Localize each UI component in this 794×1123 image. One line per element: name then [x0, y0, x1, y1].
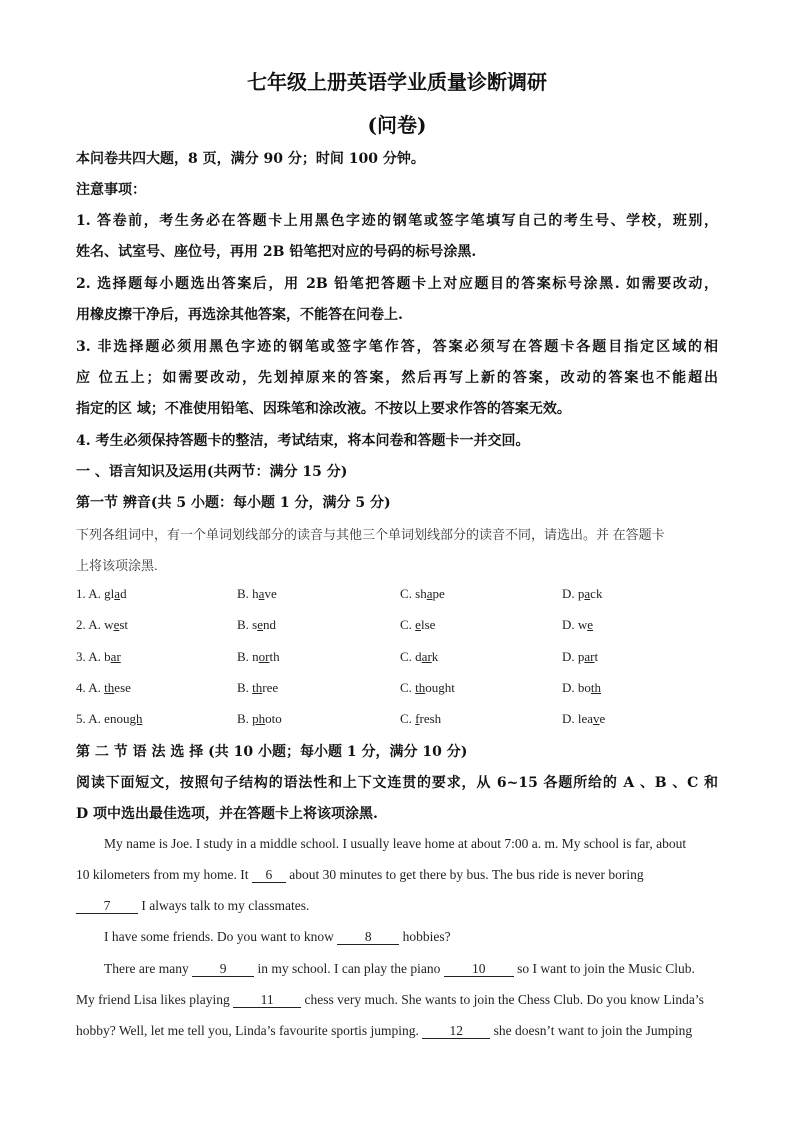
answer-option[interactable]: [76, 649, 121, 665]
underlined-letters: a: [426, 586, 433, 601]
option-label: D.: [562, 711, 575, 726]
word-part: enou: [104, 711, 130, 726]
section-instructions: 下列各组词中，有一个单词划线部分的读音与其他三个单词划线部分的读音不同，请选出。并 在答题卡: [76, 527, 665, 542]
word-part: p: [577, 649, 585, 664]
underlined-letters: a: [584, 586, 591, 601]
word-part: h: [252, 586, 259, 601]
underlined-letters: th: [590, 680, 602, 695]
word-part: k: [431, 649, 439, 664]
section-heading: 第一节 辨音(共 5 小题：每小题 1 分，满分 5 分): [76, 495, 391, 511]
word-part: ese: [114, 680, 131, 695]
word-part: w: [577, 617, 588, 632]
word-part: d: [120, 586, 127, 601]
option-label: C.: [400, 586, 412, 601]
notice-line: 指定的区 域；不准使用铅笔、因珠笔和涂改液。不按以上要求作答的答案无效。: [76, 401, 571, 417]
notice-heading: 注意事项：: [76, 182, 146, 198]
word-part: d: [415, 649, 422, 664]
notice-line: 2. 选择题每小题选出答案后，用 2B 铅笔把答题卡上对应题目的答案标号涂黑. 如需要改动，: [76, 276, 718, 292]
underlined-letters: th: [104, 680, 115, 695]
word-part: nd: [263, 617, 277, 632]
section-heading: 第 二 节 语 法 选 择 (共 10 小题；每小题 1 分，满分 10 分): [76, 744, 468, 760]
word-part: gl: [104, 586, 115, 601]
answer-option[interactable]: [76, 617, 128, 633]
word-part: ree: [262, 680, 279, 695]
word-part: oto: [265, 711, 282, 726]
option-label: D.: [562, 617, 575, 632]
underlined-letters: ar: [584, 649, 595, 664]
answer-blank[interactable]: 6: [252, 868, 286, 883]
option-label: B.: [237, 711, 249, 726]
underlined-letters: a: [258, 586, 265, 601]
underlined-letters: e: [415, 617, 421, 632]
option-label: B.: [237, 649, 249, 664]
notice-line: 用橡皮擦干净后，再选涂其他答案，不能答在问卷上.: [76, 307, 403, 323]
word-part: p: [577, 586, 585, 601]
option-label: B.: [237, 586, 249, 601]
word-part: ve: [264, 586, 277, 601]
section-instructions: 上将该项涂黑.: [76, 558, 158, 573]
underlined-letters: ph: [252, 711, 266, 726]
question-number: 2. A.: [76, 617, 101, 632]
option-label: D.: [562, 586, 575, 601]
option-label: C.: [400, 617, 412, 632]
word-part: s: [252, 617, 258, 632]
word-part: lse: [420, 617, 436, 632]
word-part: ought: [425, 680, 455, 695]
answer-option[interactable]: [562, 617, 593, 633]
word-part: n: [252, 649, 259, 664]
passage-line: 7 I always talk to my classmates.: [76, 898, 309, 914]
answer-option[interactable]: [76, 711, 142, 727]
word-part: th: [269, 649, 280, 664]
answer-option[interactable]: [237, 649, 280, 665]
exam-intro: 本问卷共四大题，8 页，满分 90 分；时间 100 分钟。: [76, 151, 425, 167]
option-label: B.: [237, 617, 249, 632]
word-part: w: [104, 617, 114, 632]
underlined-letters: ar: [421, 649, 432, 664]
answer-option[interactable]: [237, 617, 276, 633]
part-heading: 一 、语言知识及运用(共两节：满分 15 分): [76, 464, 348, 480]
underlined-letters: v: [593, 711, 600, 726]
underlined-letters: ar: [110, 649, 121, 664]
page-subtitle: (问卷): [367, 113, 427, 137]
answer-option[interactable]: [562, 586, 602, 602]
passage-line: I have some friends. Do you want to know 8 hobbies?: [104, 929, 451, 944]
answer-blank[interactable]: 12: [422, 1024, 490, 1039]
page-title: 七年级上册英语学业质量诊断调研: [247, 70, 547, 94]
word-part: st: [119, 617, 129, 632]
word-part: ck: [590, 586, 603, 601]
notice-line: 3. 非选择题必须用黑色字迹的钢笔或签字笔作答，答案必须写在答题卡各题目指定区域的相: [76, 339, 718, 355]
answer-option[interactable]: [76, 680, 131, 696]
answer-option[interactable]: [400, 649, 438, 665]
answer-option[interactable]: [400, 586, 445, 602]
option-label: C.: [400, 649, 412, 664]
answer-option[interactable]: [400, 680, 455, 696]
question-number: 5. A.: [76, 711, 101, 726]
answer-blank[interactable]: 10: [444, 962, 514, 977]
word-part: b: [104, 649, 111, 664]
underlined-letters: a: [114, 586, 121, 601]
passage-line: My name is Joe. I study in a middle school. I usually leave home at about 7:00 a. m. My school is far, about: [104, 836, 687, 851]
answer-option[interactable]: [237, 680, 278, 696]
passage-line: There are many 9 in my school. I can play the piano 10 so I want to join the Music Club.: [104, 961, 695, 976]
word-part: e: [599, 711, 606, 726]
word-part: t: [594, 649, 599, 664]
word-part: sh: [415, 586, 427, 601]
option-label: C.: [400, 680, 412, 695]
section-instructions: 阅读下面短文，按照句子结构的语法性和上下文连贯的要求，从 6~15 各题所给的 A 、B 、C 和: [76, 775, 718, 791]
underlined-letters: e: [257, 617, 264, 632]
notice-line: 4. 考生必须保持答题卡的整洁，考试结束，将本问卷和答题卡一并交回。: [76, 433, 530, 449]
option-label: B.: [237, 680, 249, 695]
answer-option[interactable]: [76, 586, 127, 602]
option-label: D.: [562, 649, 575, 664]
underlined-letters: gh: [129, 711, 143, 726]
option-label: D.: [562, 680, 575, 695]
word-part: bo: [577, 680, 591, 695]
answer-option[interactable]: [237, 586, 277, 602]
passage-line: 10 kilometers from my home. It 6 about 30 minutes to get there by bus. The bus ride is never boring: [76, 867, 644, 882]
notice-line: 1. 答卷前，考生务必在答题卡上用黑色字迹的钢笔或签字笔填写自己的考生号、学校，班别，: [76, 213, 718, 229]
notice-line: 姓名、试室号、座位号，再用 2B 铅笔把对应的号码的标号涂黑.: [76, 244, 477, 260]
option-label: C.: [400, 711, 412, 726]
answer-option[interactable]: [237, 711, 282, 727]
answer-option[interactable]: [562, 649, 598, 665]
answer-option[interactable]: [400, 711, 441, 727]
answer-blank[interactable]: 9: [192, 962, 254, 977]
section-instructions: D 项中选出最佳选项，并在答题卡上将该项涂黑.: [76, 806, 378, 822]
passage-line: My friend Lisa likes playing 11 chess very much. She wants to join the Chess Club. Do you know Linda’s: [76, 992, 704, 1007]
answer-blank[interactable]: 7: [76, 899, 138, 914]
underlined-letters: e: [587, 617, 594, 632]
underlined-letters: f: [415, 711, 420, 726]
word-part: lea: [577, 711, 594, 726]
underlined-letters: or: [258, 649, 270, 664]
answer-blank[interactable]: 11: [233, 993, 301, 1008]
question-number: 1. A.: [76, 586, 101, 601]
underlined-letters: th: [415, 680, 426, 695]
notice-line: 应 位五上；如需要改动，先划掉原来的答案，然后再写上新的答案，改动的答案也不能超出: [76, 370, 718, 386]
passage-line: hobby? Well, let me tell you, Linda’s favourite sportis jumping. 12 she doesn’t want to join the Jumping: [76, 1023, 693, 1038]
word-part: pe: [432, 586, 445, 601]
question-number: 3. A.: [76, 649, 101, 664]
answer-option[interactable]: [400, 617, 435, 633]
word-part: resh: [419, 711, 442, 726]
underlined-letters: e: [113, 617, 120, 632]
underlined-letters: th: [252, 680, 263, 695]
answer-option[interactable]: [562, 711, 605, 727]
answer-option[interactable]: [562, 680, 601, 696]
question-number: 4. A.: [76, 680, 101, 695]
answer-blank[interactable]: 8: [337, 930, 399, 945]
